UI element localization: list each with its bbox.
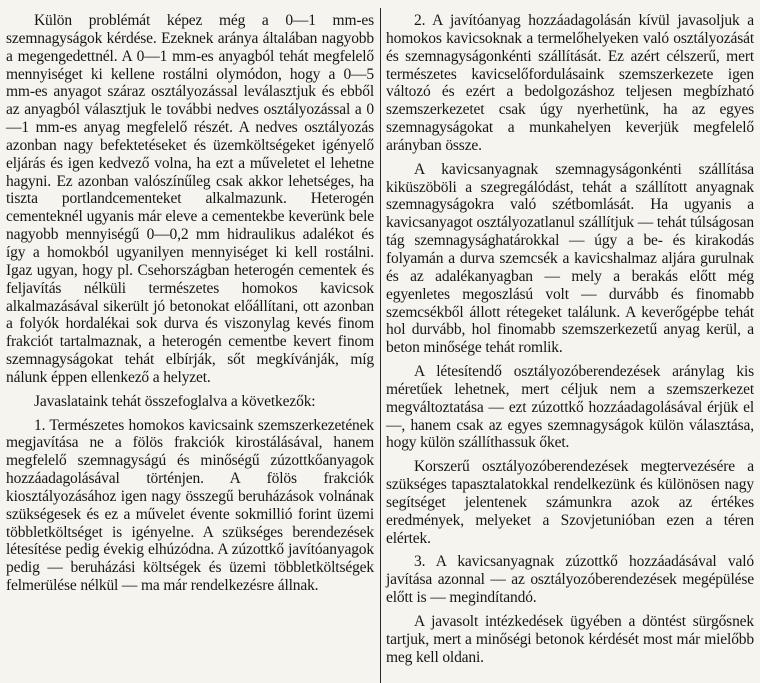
column-divider — [380, 8, 381, 683]
right-column — [386, 12, 754, 683]
paragraph-proposal-3: 3. A kavicsanyagnak zúzottkő hozzáadásával való javítása azonnal — az osztályozóberendezések megépülése előtt is — megindítandó. — [386, 553, 754, 607]
paragraph-proposal-1: 1. Természetes homokos kavicsaink szemszerkezetének megjavítása ne a fölös frakciók kirostálásával, hanem megfelelő szemnagyságú és minőségű zúzottkőanyagok hozzáadagolásával történjen. A fölös frakciók kiosztályozásához igen nagy összegű beruházások volnának szükségesek és ez a művelet évente sokmillió forint üzemi többletköltséget is igényelne. A szükséges berendezések létesítése pedig évekig elhúzódna. A zúzottkő javítóanyagok pedig — beruházási költségek és üzemi többletköltségek felmerülése nélkül — ma már rendelkezésre állnak. — [6, 416, 374, 595]
paragraph-segregation: A kavicsanyagnak szemnagyságonkénti szállítása kiküszöböli a szegregálódást, tehát a szállított anyagnak szemnagyságokra való szétbomlását. Ha ugyanis a kavicsanyagot osztályozatlanul szállítjuk — tehát túlságosan tág szemnagysághatárokkal — úgy a be- és kirakodás folyamán a durva szemcsék a kavicshalmaz aljára gurulnak és az adalékanyagban — mely a berakás előtt még egyenletes megoszlású volt — durvább és finomabb szemcsékből állott rétegeket találunk. A keverőgépbe tehát hol durvább, hol finomabb szemszerkezetű anyag kerül, a beton minősége tehát romlik. — [386, 160, 754, 357]
paragraph-summary-intro: Javaslataink tehát összefoglalva a következők: — [34, 392, 316, 410]
paragraph-proposal-2: 2. A javítóanyag hozzáadagolásán kívül javasoljuk a homokos kavicsoknak a termelőhelyeken való osztályozását és szemnagyságonkénti szállítását. Ez azért célszerű, mert természetes kavicselőfordulásaink szemszerkezete igen változó és ezért a bedolgozáshoz teljesen megbízható szemszerkezetet csak úgy nyerhetünk, ha az egyes szemnagyságokat a munkahelyen keverjük megfelelő arányban össze. — [386, 12, 754, 154]
paragraph-soviet-experience: Korszerű osztályozóberendezések megtervezésére a szükséges tapasztalatokkal rendelkezünk és különösen nagy segítséget jelentenek számunkra azok az értékes eredmények, melyeket a Szovjetunióban ezen a téren elértek. — [386, 458, 754, 547]
paragraph-sorting-plants: A létesítendő osztályozóberendezések aránylag kis méretűek lehetnek, mert céljuk nem a szemszerkezet megváltoztatása — ezt zúzottkő hozzáadagolásával érjük el —, hanem csak az egyes szemnagyságok külön választása, hogy külön szállíthassuk őket. — [386, 363, 754, 452]
paragraph-fine-fractions: Külön problémát képez még a 0—1 mm-es szemnagyságok kérdése. Ezeknek aránya általában nagyobb a megengedettnél. A 0—1 mm-es anyagból tehát megfelelő mennyiséget ki kellene rostálni olymódon, hogy a 0—5 mm-es anyagot száraz osztályozással leválasztjuk és ebből az anyagból választjuk le további nedves osztályozással a 0—1 mm-es anyag megfelelő részét. A nedves osztályozás azonban nagy befektetéseket és üzemköltségeket igényelő eljárás és igen kedvező volna, ha ezt a műveletet el lehetne hagyni. Ez azonban valószínűleg csak akkor lehetséges, ha tiszta portlandcementeket alkalmazunk. Heterogén cementeknél ugyanis már eleve a cementekbe keverünk bele nagyobb mennyiségű 0—0,2 mm hidraulikus adalékot és így a homokból ugyanilyen mennyiséget ki kell rostálni. Igaz ugyan, hogy pl. Csehországban heterogén cementek és feljavítás nélküli természetes homokos kavicsok alkalmazásával sikerült jó betonokat előállítani, ott azonban a folyók hordalékai sok durva és viszonylag kevés finom frakciót tartalmaznak, a heterogén cementbe kevert finom szemnagyságokat tehát elbírják, sőt megkívánják, míg nálunk éppen ellenkező a helyzet. — [6, 12, 374, 386]
paragraph-conclusion: A javasolt intézkedések ügyében a döntést sürgősnek tartjuk, mert a minőségi betonok kérdését most már mielőbb meg kell oldani. — [386, 613, 754, 666]
left-column — [6, 12, 374, 683]
